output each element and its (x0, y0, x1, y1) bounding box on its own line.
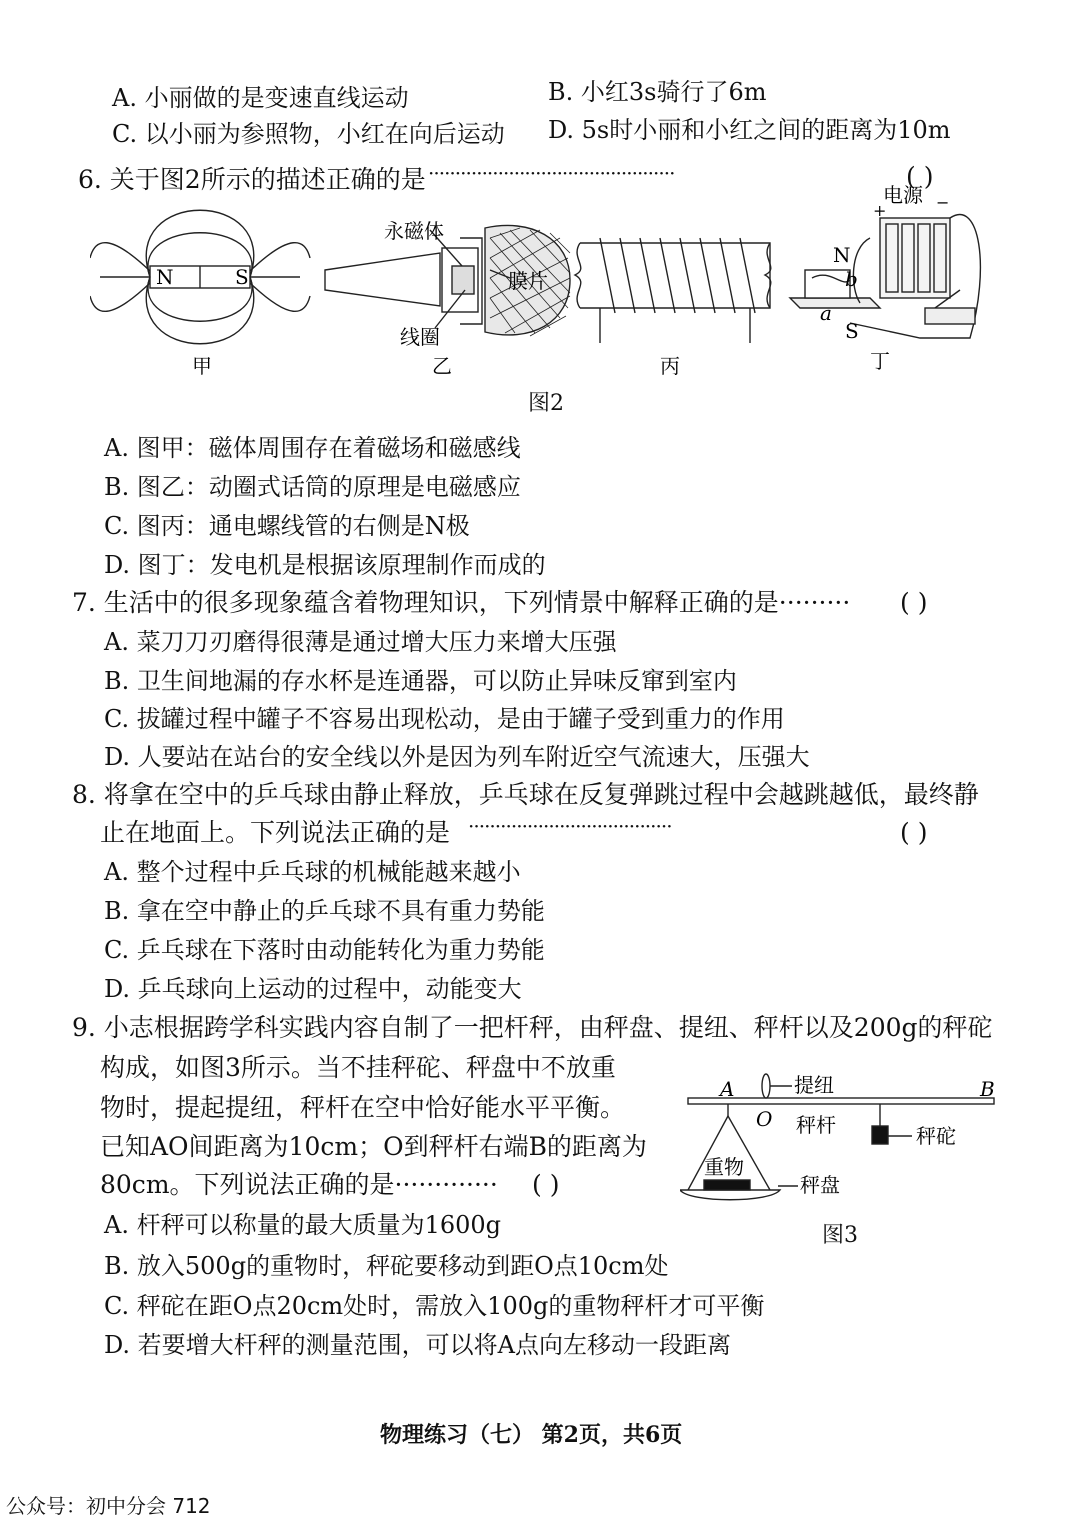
point-b-label: B (980, 1077, 995, 1101)
q5-option-d: D. 5s时小丽和小红之间的距离为10m (548, 116, 951, 144)
motor-circuit-diagram (790, 215, 980, 338)
q8-stem-line2: 止在地面上。下列说法正确的是 (100, 818, 451, 847)
zhongwu-label: 重物 (704, 1155, 744, 1179)
fig2-caption-ding: 丁 (870, 349, 890, 373)
page-footer: 物理练习（七） 第2页，共6页 (380, 1422, 683, 1448)
watermark-text: 公众号：初中分会 712 (6, 1494, 211, 1518)
negative-terminal-label: − (936, 193, 950, 212)
q6-option-b: B. 图乙：动圈式话筒的原理是电磁感应 (104, 473, 521, 501)
coil-side-a-label: a (820, 301, 832, 325)
q8-dots: ······································ (468, 814, 672, 838)
chenggan-label: 秤杆 (796, 1113, 836, 1137)
q9-stem-line3: 物时，提起提纽，秤杆在空中恰好能水平平衡。 (100, 1093, 626, 1122)
permanent-magnet-label: 永磁体 (384, 219, 444, 243)
q9-option-a: A. 杆秤可以称量的最大质量为1600g (104, 1211, 502, 1239)
q7-option-a: A. 菜刀刀刃磨得很薄是通过增大压力来增大压强 (104, 628, 617, 656)
diaphragm-label: 膜片 (508, 269, 548, 293)
q9-answer-paren: ( ) (532, 1170, 560, 1199)
fig2-caption-bing: 丙 (660, 354, 680, 378)
figure-2 (90, 178, 1010, 388)
q9-option-d: D. 若要增大杆秤的测量范围，可以将A点向左移动一段距离 (104, 1331, 731, 1359)
magnet-n-label: N (156, 265, 174, 289)
q9-option-b: B. 放入500g的重物时，秤砣要移动到距O点10cm处 (104, 1252, 669, 1280)
q9-stem-line5: 80cm。下列说法正确的是············· (100, 1170, 498, 1199)
fig2-caption-jia: 甲 (192, 354, 212, 378)
q6-stem: 6. 关于图2所示的描述正确的是 (78, 165, 426, 194)
motor-n-label: N (833, 243, 851, 267)
q9-stem-line2: 构成，如图3所示。当不挂秤砣、秤盘中不放重 (100, 1053, 616, 1082)
q7-option-b: B. 卫生间地漏的存水杯是连通器，可以防止异味反窜到室内 (104, 667, 737, 695)
q9-option-c: C. 秤砣在距O点20cm处时，需放入100g的重物秤杆才可平衡 (104, 1292, 765, 1320)
q9-stem-line1: 9. 小志根据跨学科实践内容自制了一把杆秤，由秤盘、提纽、秤杆以及200g的秤砣 (72, 1013, 993, 1042)
q5-option-a: A. 小丽做的是变速直线运动 (112, 84, 409, 112)
power-source-label: 电源 (883, 183, 923, 207)
q8-option-a: A. 整个过程中乒乓球的机械能越来越小 (104, 858, 521, 886)
q8-option-d: D. 乒乓球向上运动的过程中，动能变大 (104, 975, 522, 1003)
point-a-label: A (720, 1077, 735, 1101)
q7-stem: 7. 生活中的很多现象蕴含着物理知识，下列情景中解释正确的是········· (72, 588, 851, 617)
q5-option-c: C. 以小丽为参照物，小红在向后运动 (112, 120, 505, 148)
q8-answer-paren: ( ) (900, 818, 928, 847)
figure-2-caption: 图2 (528, 391, 564, 416)
q6-option-c: C. 图丙：通电螺线管的右侧是N极 (104, 512, 470, 540)
q5-option-b: B. 小红3s骑行了6m (548, 78, 767, 106)
point-o-label: O (756, 1107, 773, 1131)
figure-3-caption: 图3 (822, 1223, 858, 1248)
bar-magnet-field-diagram (90, 210, 310, 344)
q8-option-c: C. 乒乓球在下落时由动能转化为重力势能 (104, 936, 545, 964)
q7-option-c: C. 拔罐过程中罐子不容易出现松动，是由于罐子受到重力的作用 (104, 705, 785, 733)
q7-answer-paren: ( ) (900, 588, 928, 617)
q9-stem-line4: 已知AO间距离为10cm；O到秤杆右端B的距离为 (100, 1132, 647, 1161)
q8-option-b: B. 拿在空中静止的乒乓球不具有重力势能 (104, 897, 545, 925)
coil-side-b-label: b (845, 267, 858, 291)
coil-label: 线圈 (400, 325, 440, 349)
motor-s-label: S (845, 319, 859, 343)
q7-option-d: D. 人要站在站台的安全线以外是因为列车附近空气流速大，压强大 (104, 743, 810, 771)
solenoid-diagram (575, 238, 771, 343)
q6-dots: ·············································· (428, 161, 675, 185)
q6-option-d: D. 图丁：发电机是根据该原理制作而成的 (104, 551, 546, 579)
positive-terminal-label: + (873, 201, 887, 220)
figure-3-steelyard (680, 1068, 1010, 1218)
q8-stem-line1: 8. 将拿在空中的乒乓球由静止释放，乒乓球在反复弹跳过程中会越跳越低，最终静 (72, 780, 979, 809)
q6-option-a: A. 图甲：磁体周围存在着磁场和磁感线 (104, 434, 521, 462)
fig2-caption-yi: 乙 (432, 354, 452, 378)
magnet-s-label: S (235, 265, 249, 289)
tiniu-label: 提纽 (794, 1073, 834, 1097)
chengtuo-label: 秤砣 (916, 1124, 956, 1148)
q6-answer-paren: ( ) (906, 162, 934, 191)
chengpan-label: 秤盘 (800, 1173, 840, 1197)
